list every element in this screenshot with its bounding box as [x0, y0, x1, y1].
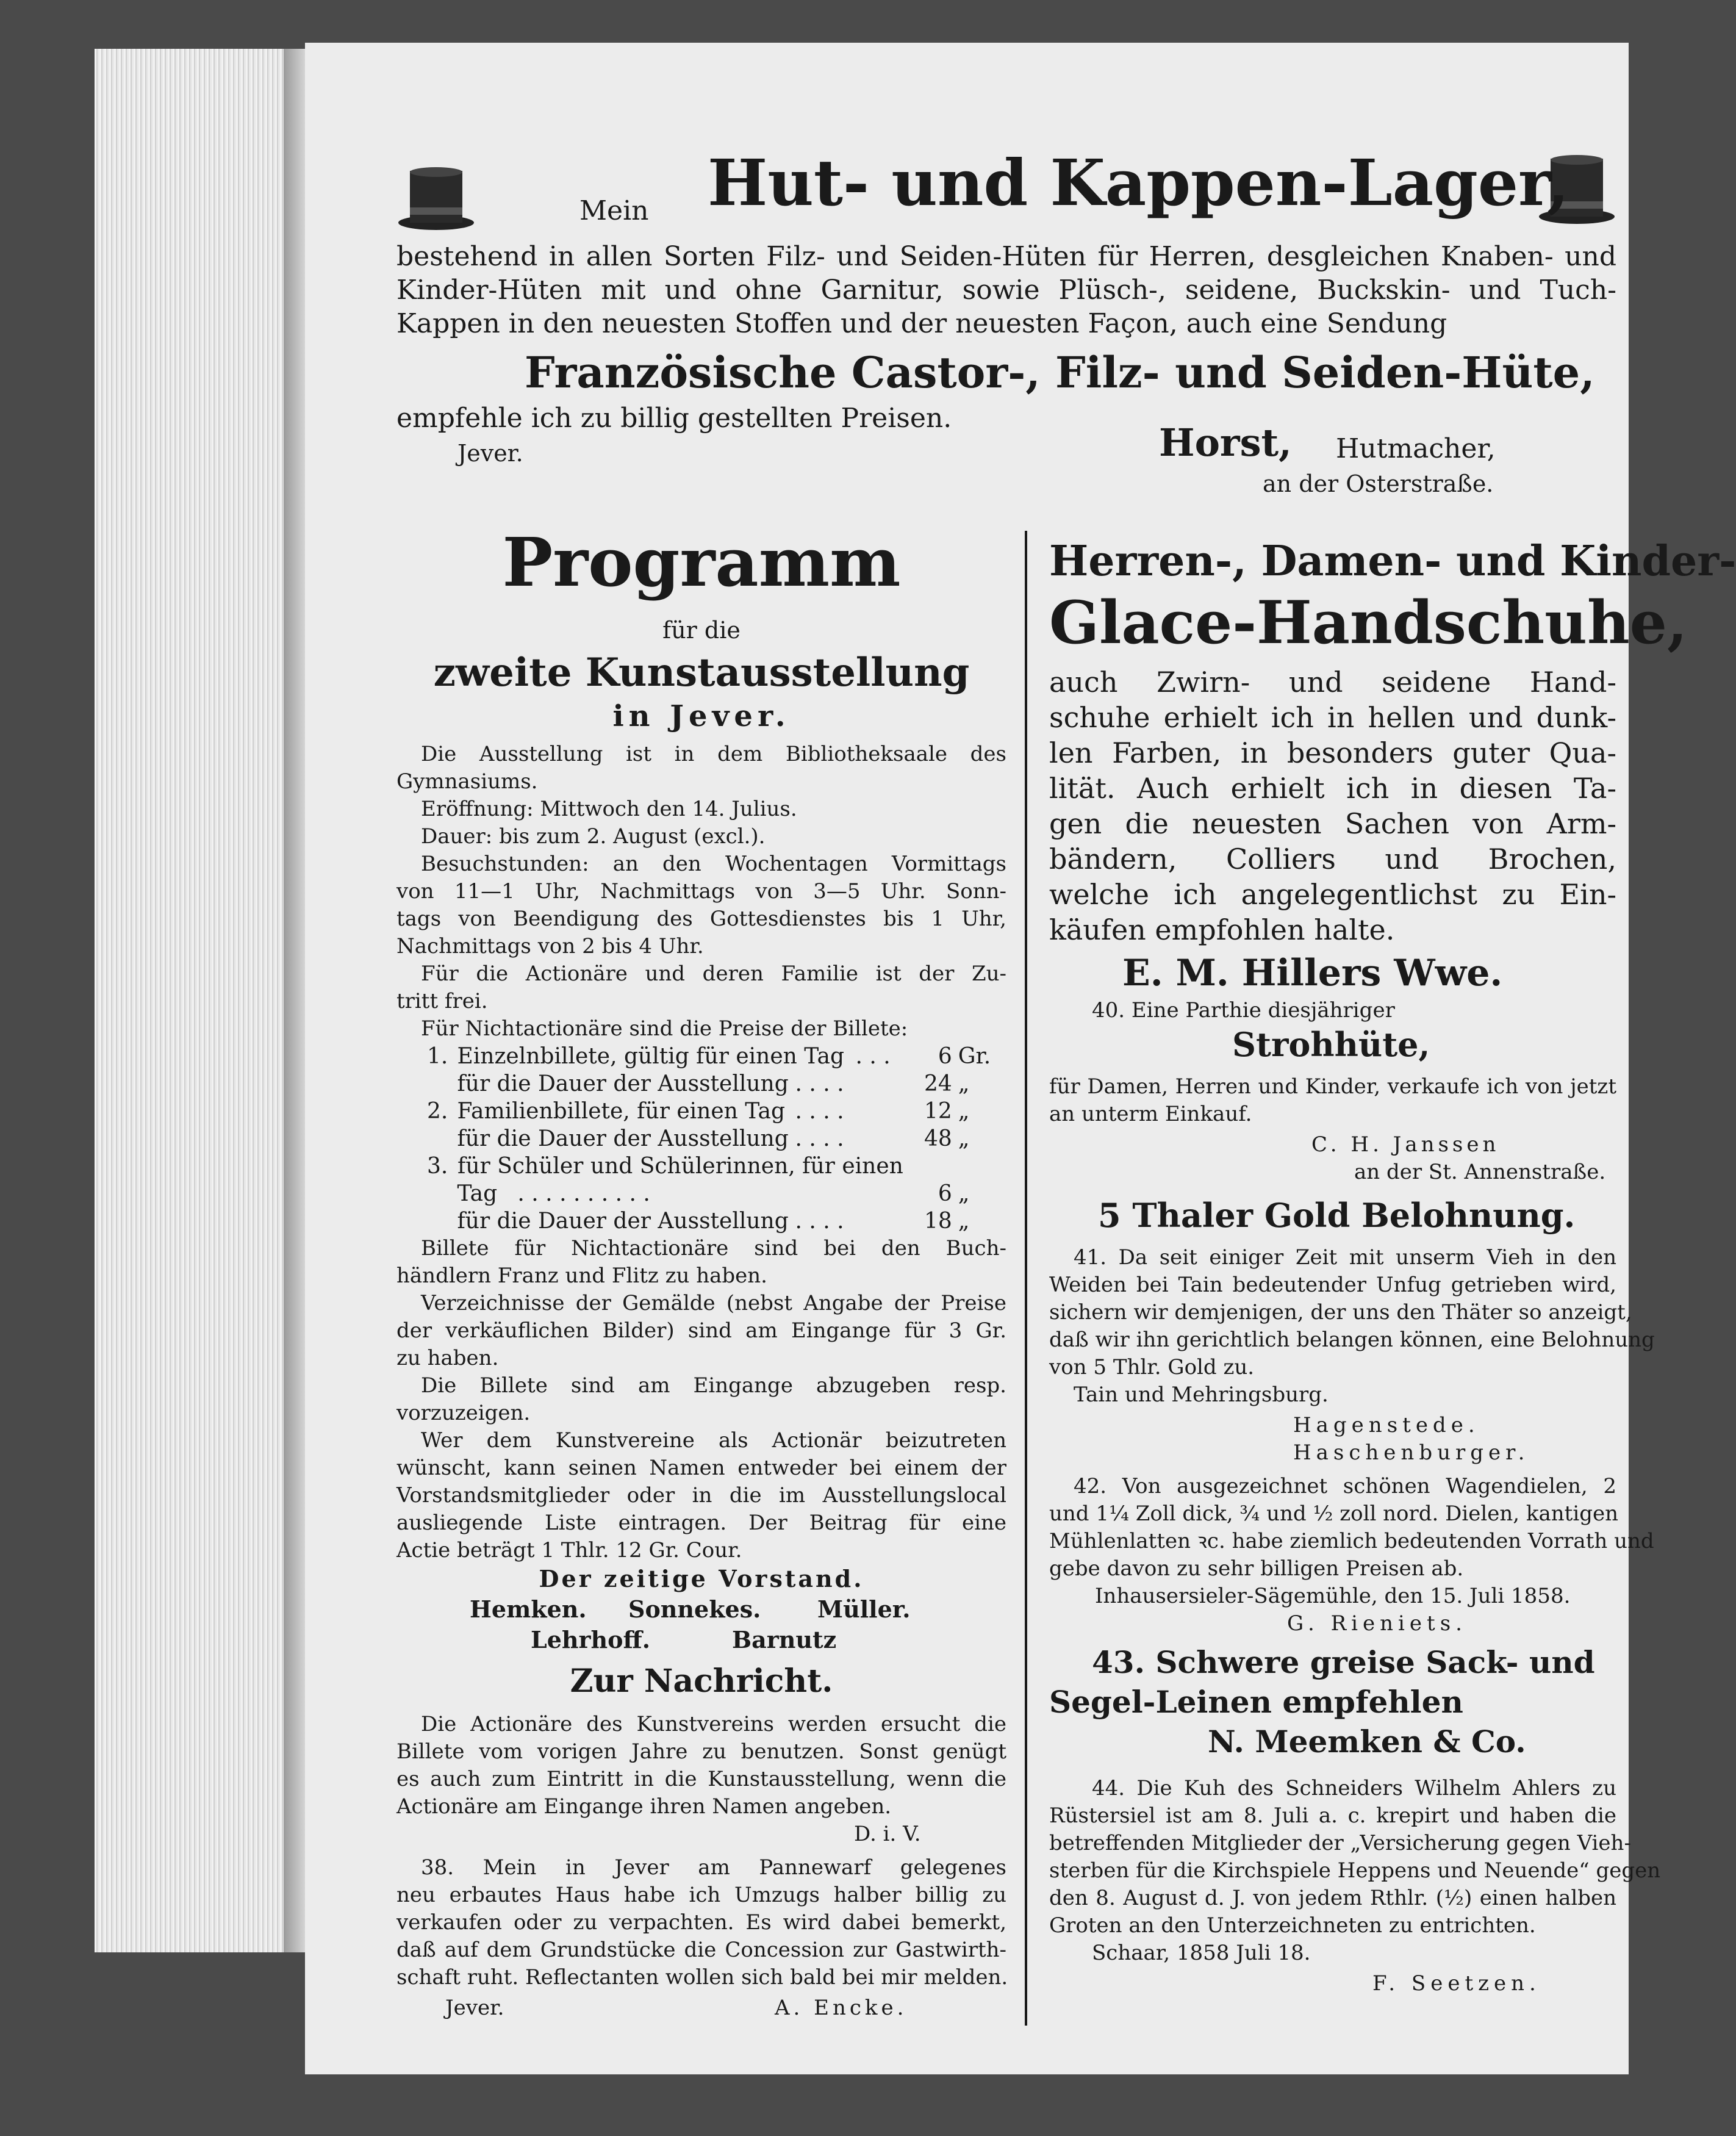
price-label: Tag: [457, 1181, 498, 1206]
board-title: Der zeitige Vorstand.: [539, 1565, 864, 1592]
ad38-name: A. Encke.: [775, 1996, 908, 2020]
gloves-line: lität. Auch erhielt ich in diesen Ta-: [1049, 772, 1616, 805]
programm-paragraph: tags von Beendigung des Gottesdienstes bis 1 Uhr,: [396, 907, 1006, 931]
gloves-line: käufen empfohlen halte.: [1049, 913, 1395, 946]
gloves-headline: Herren-, Damen- und Kinder-: [1049, 537, 1736, 586]
price-label: für die Dauer der Ausstellung: [457, 1126, 789, 1151]
ad42-name: G. Rieniets.: [1287, 1611, 1467, 1636]
price-value: 18: [924, 1209, 952, 1234]
hat-ad-name: Horst,: [1159, 420, 1292, 465]
price-row: [427, 1208, 1000, 1235]
ad40-intro: 40. Eine Parthie diesjähriger: [1092, 998, 1395, 1023]
programm-title: Programm: [502, 523, 901, 602]
price-label: Einzelnbillete, gültig für einen Tag: [457, 1044, 845, 1069]
price-num: [427, 1181, 457, 1207]
price-dots: . . .: [855, 1044, 891, 1069]
hat-ad-headline: Hut- und Kappen-Lager,: [708, 145, 1569, 220]
price-unit: Gr.: [958, 1044, 991, 1069]
ad44-line: sterben für die Kirchspiele Heppens und Neuende“ gegen: [1049, 1858, 1661, 1883]
board-member: Müller.: [817, 1595, 911, 1623]
ad43-line: 43. Schwere greise Sack- und: [1092, 1644, 1595, 1680]
hat-ad-address: an der Osterstraße.: [1263, 470, 1494, 497]
gloves-line: auch Zwirn- und seidene Hand-: [1049, 666, 1616, 699]
hat-ad-line: Kappen in den neuesten Stoffen und der neuesten Façon, auch eine Sendung: [396, 308, 1447, 339]
price-unit: „: [958, 1181, 970, 1206]
programm-paragraph: Nachmittags von 2 bis 4 Uhr.: [396, 934, 704, 958]
programm-paragraph: Für die Actionäre und deren Familie ist der Zu-: [421, 962, 1006, 986]
ad44-line: Rüstersiel ist am 8. Juli a. c. krepirt und haben die: [1049, 1803, 1616, 1828]
ad41-line: Weiden bei Tain bedeutender Unfug getrieben wird,: [1049, 1273, 1616, 1297]
gloves-line: welche ich angelegentlichst zu Ein-: [1049, 878, 1616, 911]
price-num: 2.: [427, 1099, 448, 1124]
hat-ad-place: Jever.: [457, 440, 523, 467]
programm-paragraph: Besuchstunden: an den Wochentagen Vormittags: [421, 852, 1006, 876]
price-label: Familienbillete, für einen Tag: [457, 1099, 786, 1124]
programm-paragraph: Eröffnung: Mittwoch den 14. Julius.: [421, 797, 797, 821]
ad41-name: Haschenburger.: [1293, 1440, 1530, 1465]
programm-text: der verkäuflichen Bilder) sind am Eingange für 3 Gr.: [396, 1318, 1006, 1343]
price-value: 24: [924, 1071, 952, 1096]
programm-text: ausliegende Liste eintragen. Der Beitrag für eine: [396, 1511, 1006, 1535]
book-gutter-shadow: [284, 49, 308, 1952]
price-value: 48: [924, 1126, 952, 1151]
gloves-headline: Glace-Handschuhe,: [1049, 588, 1688, 657]
price-row: [427, 1181, 1000, 1207]
programm-paragraph: Gymnasiums.: [396, 769, 538, 794]
ad41-name: Hagenstede.: [1293, 1413, 1480, 1437]
price-dots: . . . .: [795, 1209, 844, 1234]
price-unit: „: [958, 1209, 970, 1234]
programm-paragraph: Für Nichtactionäre sind die Preise der Billete:: [421, 1016, 908, 1041]
price-label: für die Dauer der Ausstellung: [457, 1209, 789, 1234]
ad42-place-date: Inhausersieler-Sägemühle, den 15. Juli 1858.: [1095, 1584, 1571, 1608]
ad40-name: C. H. Janssen: [1311, 1132, 1500, 1157]
ad40-line: an unterm Einkauf.: [1049, 1102, 1252, 1126]
ad41-line: daß wir ihn gerichtlich belangen können, eine Belohnung: [1049, 1328, 1655, 1352]
ad44-place-date: Schaar, 1858 Juli 18.: [1092, 1941, 1311, 1965]
programm-text: Actie beträgt 1 Thlr. 12 Gr. Cour.: [396, 1538, 742, 1562]
price-dots: . . . .: [795, 1099, 844, 1124]
programm-text: Billete für Nichtactionäre sind bei den Buch-: [421, 1236, 1006, 1260]
price-num: [427, 1071, 457, 1098]
programm-text: vorzuzeigen.: [396, 1401, 531, 1425]
ad40-headline: Strohhüte,: [1232, 1025, 1430, 1064]
nachricht-line: Billete vom vorigen Jahre zu benutzen. Sonst genügt: [396, 1739, 1006, 1764]
top-hat-icon: [396, 165, 476, 232]
programm-text: wünscht, kann seinen Namen entweder bei einem der: [396, 1456, 1006, 1480]
programm-text: Wer dem Kunstvereine als Actionär beizutreten: [421, 1428, 1006, 1453]
price-num: 3.: [427, 1154, 448, 1179]
price-label: für Schüler und Schülerinnen, für einen: [457, 1154, 903, 1179]
nachricht-signature: D. i. V.: [854, 1822, 921, 1846]
programm-paragraph: Dauer: bis zum 2. August (excl.).: [421, 824, 766, 849]
programm-text: Vorstandsmitglieder oder in die im Ausstellungslocal: [396, 1483, 1006, 1508]
price-dots: . . . .: [795, 1071, 844, 1096]
programm-place: in Jever.: [612, 699, 791, 733]
price-num: [427, 1126, 457, 1153]
nachricht-line: Die Actionäre des Kunstvereins werden ersucht die: [421, 1712, 1006, 1736]
ad44-line: betreffenden Mitglieder der „Versicherung gegen Vieh-: [1049, 1831, 1631, 1855]
price-label: für die Dauer der Ausstellung: [457, 1071, 789, 1096]
programm-text: zu haben.: [396, 1346, 499, 1370]
column-divider: [1025, 531, 1027, 2026]
nachricht-line: Actionäre am Eingange ihren Namen angeben.: [396, 1794, 892, 1819]
price-row: [427, 1126, 1000, 1153]
gloves-signature: E. M. Hillers Wwe.: [1122, 952, 1503, 994]
programm-paragraph: von 11—1 Uhr, Nachmittags von 3—5 Uhr. Sonn-: [396, 879, 1006, 904]
price-unit: „: [958, 1071, 970, 1096]
gloves-line: bändern, Colliers und Brochen,: [1049, 843, 1616, 876]
price-value: 12: [924, 1099, 952, 1124]
price-value: 6: [938, 1181, 952, 1206]
ad38-line: neu erbautes Haus habe ich Umzugs halber billig zu: [396, 1883, 1006, 1907]
board-member: Hemken.: [470, 1595, 587, 1623]
ad44-line: 44. Die Kuh des Schneiders Wilhelm Ahlers zu: [1092, 1776, 1616, 1800]
ad42-line: Mühlenlatten ꝛc. habe ziemlich bedeutenden Vorrath und: [1049, 1529, 1654, 1553]
programm-text: Die Billete sind am Eingange abzugeben resp.: [421, 1373, 1006, 1398]
board-member: Lehrhoff.: [531, 1626, 650, 1653]
price-dots: . . . .: [795, 1126, 844, 1151]
price-row: [427, 1043, 1000, 1070]
hat-ad-line: Kinder-Hüten mit und ohne Garnitur, sowie Plüsch-, seidene, Buckskin- und Tuch-: [396, 275, 1616, 306]
board-member: Barnutz: [732, 1626, 837, 1653]
nachricht-title: Zur Nachricht.: [570, 1663, 833, 1700]
price-num: 1.: [427, 1044, 448, 1069]
ad40-address: an der St. Annenstraße.: [1354, 1160, 1606, 1184]
price-dots: . . . . . . . . . .: [517, 1181, 650, 1206]
hat-ad-mein: Mein: [579, 195, 649, 226]
ad43-firm: N. Meemken & Co.: [1208, 1724, 1526, 1760]
ad44-line: Groten an den Unterzeichneten zu entrichten.: [1049, 1913, 1536, 1938]
book-page-edges: [95, 49, 284, 1952]
programm-fuer-die: für die: [662, 617, 741, 644]
gloves-line: gen die neuesten Sachen von Arm-: [1049, 807, 1616, 840]
hat-ad-closing: empfehle ich zu billig gestellten Preisen.: [396, 403, 952, 434]
ad41-headline: 5 Thaler Gold Belohnung.: [1098, 1196, 1576, 1235]
ad38-line: schaft ruht. Reflectanten wollen sich bald bei mir melden.: [396, 1965, 1008, 1990]
hat-ad-trade: Hutmacher,: [1336, 433, 1496, 464]
ad44-name: F. Seetzen.: [1372, 1971, 1541, 1996]
ad38-line: 38. Mein in Jever am Pannewarf gelegenes: [421, 1855, 1006, 1880]
ad38-line: daß auf dem Grundstücke die Concession zur Gastwirth-: [396, 1938, 1006, 1962]
programm-subtitle: zweite Kunstausstellung: [433, 650, 970, 696]
programm-paragraph: tritt frei.: [396, 989, 488, 1013]
ad38-line: verkaufen oder zu verpachten. Es wird dabei bemerkt,: [396, 1910, 1006, 1935]
programm-text: händlern Franz und Flitz zu haben.: [396, 1264, 767, 1288]
board-member: Sonnekes.: [628, 1595, 761, 1623]
ad42-line: und 1¼ Zoll dick, ¾ und ½ zoll nord. Dielen, kantigen: [1049, 1501, 1618, 1526]
ad44-line: den 8. August d. J. von jedem Rthlr. (½) einen halben: [1049, 1886, 1616, 1910]
price-num: [427, 1208, 457, 1235]
price-value: 6: [938, 1044, 952, 1069]
ad38-place: Jever.: [445, 1996, 504, 2020]
price-unit: „: [958, 1099, 970, 1124]
price-unit: „: [958, 1126, 970, 1151]
price-row: [427, 1153, 1000, 1180]
hat-ad-line: bestehend in allen Sorten Filz- und Seiden-Hüten für Herren, desgleichen Knaben- und: [396, 241, 1616, 272]
programm-text: Verzeichnisse der Gemälde (nebst Angabe der Preise: [421, 1291, 1006, 1315]
ad41-line: sichern wir demjenigen, der uns den Thäter so anzeigt,: [1049, 1300, 1632, 1325]
ad43-line: Segel-Leinen empfehlen: [1049, 1684, 1463, 1720]
gloves-line: schuhe erhielt ich in hellen und dunk-: [1049, 701, 1616, 734]
ad42-line: 42. Von ausgezeichnet schönen Wagendielen, 2: [1074, 1474, 1616, 1498]
gloves-line: len Farben, in besonders guter Qua-: [1049, 736, 1616, 769]
ad42-line: gebe davon zu sehr billigen Preisen ab.: [1049, 1556, 1464, 1581]
hat-ad-subheadline: Französische Castor-, Filz- und Seiden-Hüte,: [525, 347, 1595, 398]
ad40-line: für Damen, Herren und Kinder, verkaufe ich von jetzt: [1049, 1074, 1616, 1099]
newspaper-page: [305, 43, 1736, 2074]
ad41-line: 41. Da seit einiger Zeit mit unserm Vieh in den: [1074, 1245, 1616, 1270]
nachricht-line: es auch zum Eintritt in die Kunstausstellung, wenn die: [396, 1767, 1006, 1791]
programm-paragraph: Die Ausstellung ist in dem Bibliotheksaale des: [421, 742, 1006, 766]
price-row: [427, 1098, 1000, 1125]
price-row: [427, 1071, 1000, 1098]
ad41-line: von 5 Thlr. Gold zu.: [1049, 1355, 1255, 1379]
ad41-place: Tain und Mehringsburg.: [1074, 1383, 1329, 1407]
